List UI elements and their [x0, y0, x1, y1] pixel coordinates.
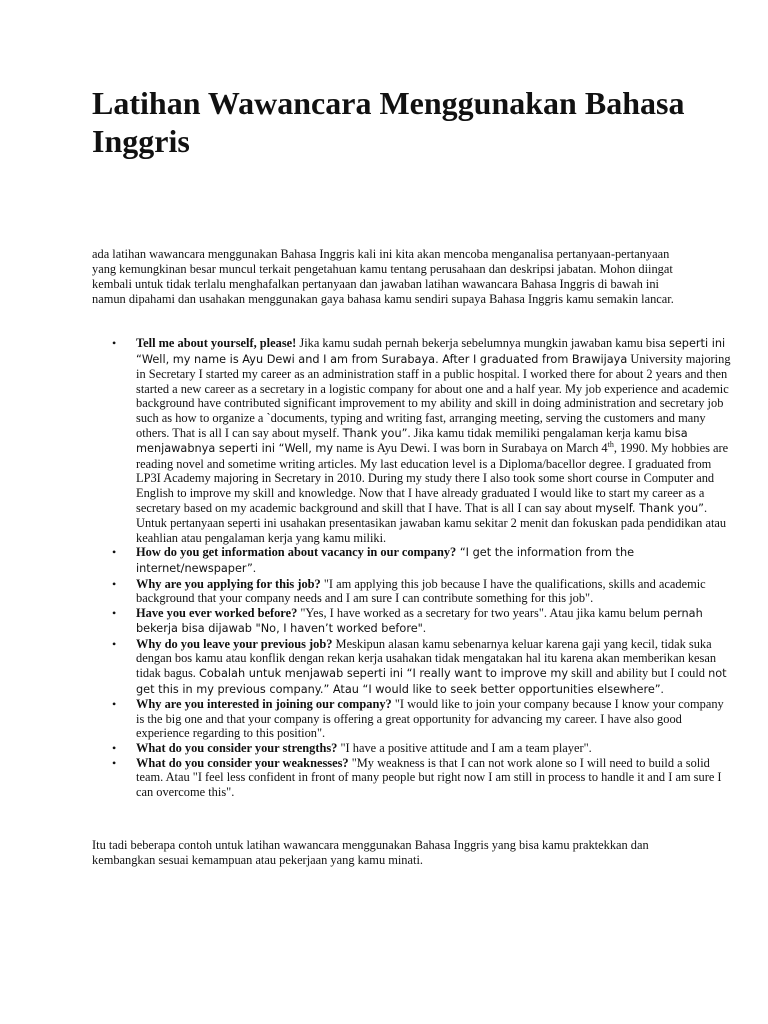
list-item: [112, 636, 732, 697]
answer-text: Meskipun alasan kamu sebenarnya keluar karena gaji yang kecil, tidak suka dengan bos kamu atau konflik dengan rekan kerja usahakan tidak mengatakan hal itu karena akan memberikan kesan tidak bagus.: [136, 636, 717, 681]
question-list: [92, 336, 732, 799]
page-title: Latihan Wawancara Menggunakan Bahasa Inggris: [92, 85, 685, 159]
answer-text: Jika kamu sudah pernah bekerja sebelumnya mungkin jawaban kamu bisa: [296, 336, 669, 350]
ordinal-suffix: th: [607, 440, 614, 450]
bullet-icon: •: [112, 605, 117, 620]
answer-text-alt: Thank you”: [342, 426, 408, 440]
answer-text-alt: not get this in my previous company.” Atau “I would like to seek better opportunities elsewhere”: [136, 667, 727, 696]
answer-text: . Untuk pertanyaan seperti ini usahakan presentasikan jawaban kamu sekitar 2 menit dan fokuskan pada pendidikan atau keahlian atau pengalaman kerja yang kamu miliki.: [136, 500, 727, 545]
list-item: [112, 545, 732, 576]
list-item: [112, 336, 732, 545]
answer-text: .: [422, 621, 426, 636]
answer-text-alt: myself. Thank you”: [595, 501, 704, 515]
list-item: [112, 741, 732, 756]
answer-text: .: [660, 681, 664, 696]
list-item: [112, 755, 732, 800]
answer-text-alt: bisa menjawabnya seperti ini “Well, my: [136, 426, 688, 456]
answer-text-alt: “I get the information from the internet/newspaper”: [136, 546, 635, 575]
answer-text: skill and ability but I could: [568, 666, 709, 681]
bullet-icon: •: [112, 697, 117, 712]
answer-text-alt: pernah bekerja bisa dijawab "No, I haven’t worked before": [136, 606, 703, 636]
answer-text: .: [252, 560, 257, 575]
list-item: [112, 697, 732, 741]
answer-text: "My weakness is that I can not work alone so I will need to build a solid team. Atau "I feel less confident in front of many people but right now I am still in process to handle it and I am sure I can overcome this".: [136, 755, 722, 799]
list-item: [112, 605, 732, 637]
bullet-icon: •: [112, 755, 117, 770]
answer-text-alt: Cobalah untuk menjawab seperti ini “I really want to improve my: [198, 667, 569, 681]
list-item: [112, 576, 732, 606]
question-text: Have you ever worked before?: [136, 605, 298, 620]
answer-text: , 1990. My hobbies are reading novel and sometime writing articles. My last education level is a Diploma/bacellor degree. I graduated from LP3I Academy majoring in Secretary in 2010. During my study there I also took some short course in Computer and English to improve my skill and knowledge. Now that I have already graduated I would like to start my career as a secretary based on my academic background and skill that I have. That is all I can say about: [136, 441, 729, 515]
question-text: What do you consider your weaknesses?: [136, 755, 349, 770]
question-text: What do you consider your strengths?: [136, 741, 338, 756]
question-text: Why are you interested in joining our company?: [136, 697, 392, 712]
question-text: How do you get information about vacancy in our company?: [136, 545, 457, 560]
question-text: Why are you applying for this job?: [136, 576, 321, 591]
answer-text: University majoring in Secretary I started my career as an administration staff in a public hospital. I worked there for about 2 years and then started a new career as a secretary in a logistic company for about one and a half year. My job experience and academic background have contributed significant improvement to my ability and skill in doing administration and secretary job such as how to organize a `documents, typing and writing fast, arranging meeting, serving the customers and many others. That is all I can say about myself.: [136, 351, 731, 440]
question-text: Tell me about yourself, please!: [136, 336, 297, 350]
answer-text-alt: seperti ini “Well, my name is Ayu Dewi and I am from Surabaya. After I graduated from Brawijaya: [136, 337, 726, 366]
bullet-icon: •: [112, 545, 117, 560]
bullet-icon: •: [112, 576, 117, 591]
bullet-icon: •: [112, 336, 117, 350]
question-text: Why do you leave your previous job?: [136, 636, 333, 651]
bullet-icon: •: [112, 741, 117, 756]
bullet-icon: •: [112, 636, 117, 651]
answer-text: "Yes, I have worked as a secretary for two years". Atau jika kamu belum: [297, 605, 663, 620]
answer-text: . Jika kamu tidak memiliki pengalaman kerja kamu: [407, 425, 665, 440]
answer-text: "I am applying this job because I have the qualifications, skills and academic background that your company needs and I am sure I can contribute something for this job".: [136, 576, 706, 606]
closing-paragraph: Itu tadi beberapa contoh untuk latihan wawancara menggunakan Bahasa Inggris yang bisa kamu praktekkan dan kembangkan sesuai kemampuan atau pekerjaan yang kamu minati.: [92, 838, 649, 867]
answer-text: "I have a positive attitude and I am a team player".: [337, 741, 592, 756]
answer-text: name is Ayu Dewi. I was born in Surabaya on March 4: [333, 441, 608, 456]
answer-text: "I would like to join your company because I know your company is the big one and that your company is offering a great opportunity for advancing my career. I have also good experience regarding to this position".: [136, 697, 724, 741]
intro-paragraph: ada latihan wawancara menggunakan Bahasa Inggris kali ini kita akan mencoba menganalisa pertanyaan-pertanyaan yang kemungkinan besar muncul terkait pengetahuan kamu tentang perusahaan dan deskripsi jabatan. Mohon diingat kembali untuk tidak terlalu menghafalkan pertanyaan dan jawaban latihan wawancara Bahasa Inggris di bawah ini namun dipahami dan usahakan menggunakan gaya bahasa kamu sendiri supaya Bahasa Inggris kamu semakin lancar.: [92, 247, 674, 306]
